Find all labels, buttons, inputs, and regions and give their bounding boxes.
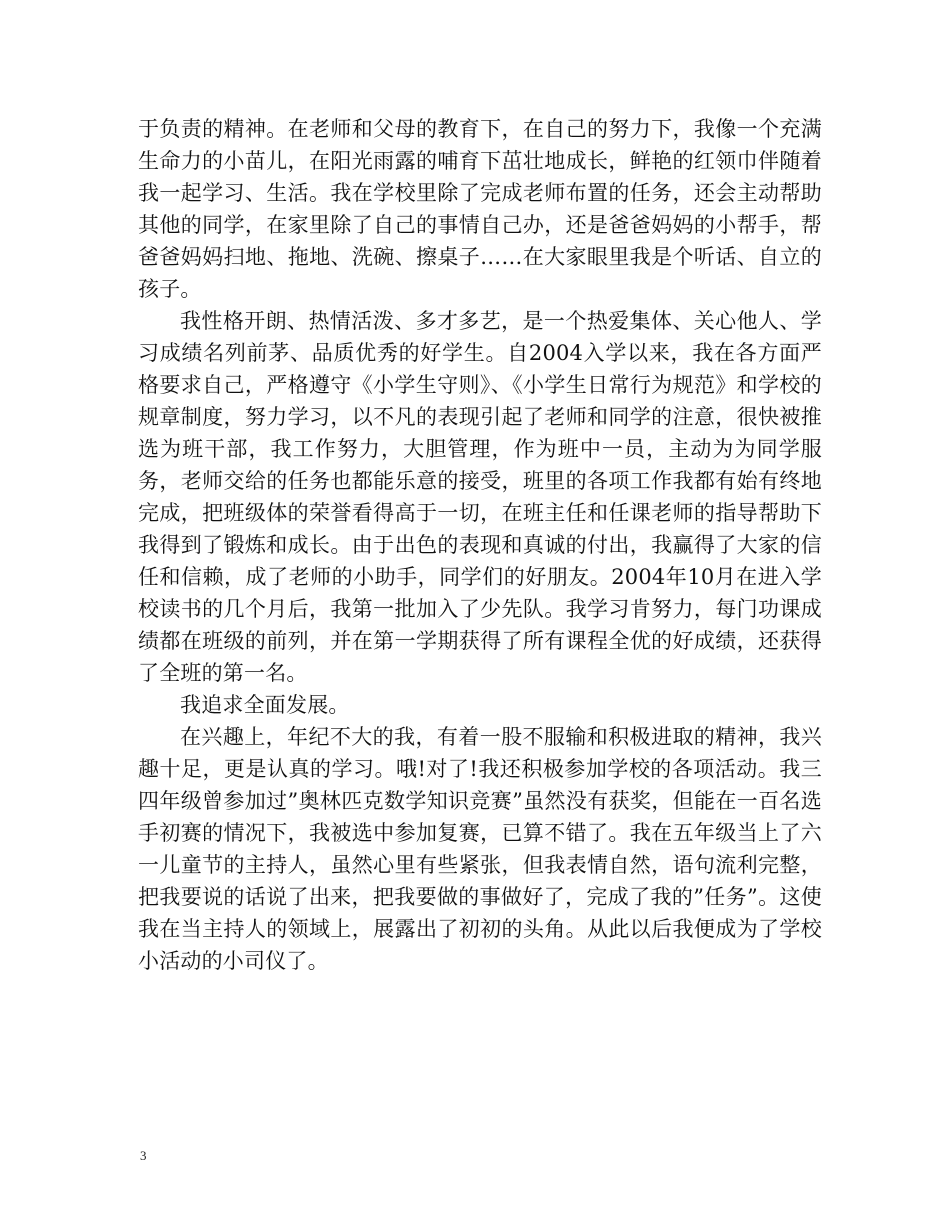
page-number: 3 bbox=[140, 1148, 147, 1163]
paragraph-4: 在兴趣上，年纪不大的我，有着一股不服输和积极进取的精神，我兴趣十足，更是认真的学习。哦!对了!我还积极参加学校的各项活动。我三四年级曾参加过”奥林匹克数学知识竞赛”虽然没有获奖，但能在一百名选手初赛的情况下，我被选中参加复赛，已算不错了。我在五年级当上了六一儿童节的主持人，虽然心里有些紧张，但我表情自然，语句流利完整，把我要说的话说了出来，把我要做的事做好了，完成了我的”任务”。这使我在当主持人的领域上，展露出了初初的头角。从此以后我便成为了学校小活动的小司仪了。 bbox=[138, 725, 822, 973]
paragraph-1: 于负责的精神。在老师和父母的教育下，在自己的努力下，我像一个充满生命力的小苗儿，在阳光雨露的哺育下茁壮地成长，鲜艳的红领巾伴随着我一起学习、生活。我在学校里除了完成老师布置的任务，还会主动帮助其他的同学，在家里除了自己的事情自己办，还是爸爸妈妈的小帮手，帮爸爸妈妈扫地、拖地、洗碗、擦桌子……在大家眼里我是个听话、自立的孩子。 bbox=[138, 117, 822, 301]
body-text bbox=[138, 113, 822, 977]
paragraph-2: 我性格开朗、热情活泼、多才多艺，是一个热爱集体、关心他人、学习成绩名列前茅、品质优秀的好学生。自2004入学以来，我在各方面严格要求自己，严格遵守《小学生守则》、《小学生日常行为规范》和学校的规章制度，努力学习，以不凡的表现引起了老师和同学的注意，很快被推选为班干部，我工作努力，大胆管理，作为班中一员，主动为为同学服务，老师交给的任务也都能乐意的接受，班里的各项工作我都有始有终地完成，把班级体的荣誉看得高于一切，在班主任和任课老师的指导帮助下我得到了锻炼和成长。由于出色的表现和真诚的付出，我赢得了大家的信任和信赖，成了老师的小助手，同学们的好朋友。2004年10月在进入学校读书的几个月后，我第一批加入了少先队。我学习肯努力，每门功课成绩都在班级的前列，并在第一学期获得了所有课程全优的好成绩，还获得了全班的第一名。 bbox=[138, 309, 822, 685]
paragraph-3: 我追求全面发展。 bbox=[180, 693, 350, 717]
